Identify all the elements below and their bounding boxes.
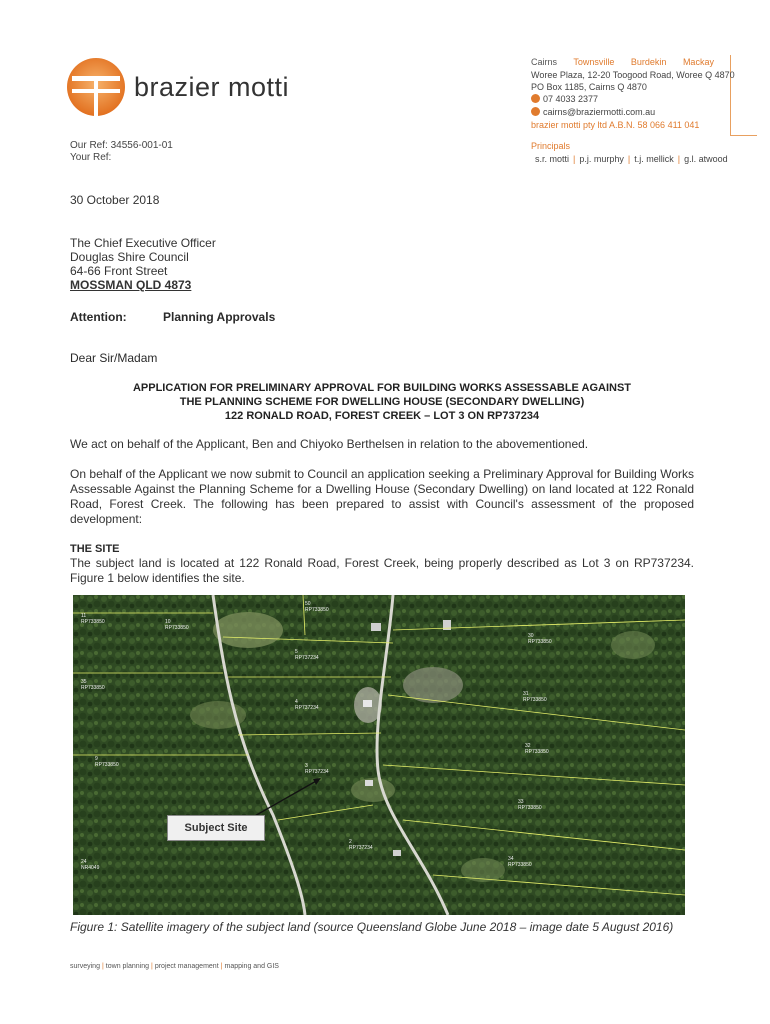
phone-number: 07 4033 2377 xyxy=(543,94,599,104)
email-icon xyxy=(531,107,540,116)
address-line-2: PO Box 1185, Cairns Q 4870 xyxy=(531,82,647,92)
lot-label: 9 xyxy=(95,756,98,762)
lot-plan: RP737234 xyxy=(295,705,319,711)
lot-label: 24 xyxy=(81,859,87,865)
company-name: brazier motti xyxy=(134,72,290,102)
footer-item: surveying xyxy=(70,963,100,970)
cleared-area xyxy=(213,612,283,648)
lot-label: 11 xyxy=(81,613,87,619)
email-address[interactable]: cairns@braziermotti.com.au xyxy=(543,107,656,117)
office-list xyxy=(531,57,714,67)
subject-line-2: THE PLANNING SCHEME FOR DWELLING HOUSE (SECONDARY DWELLING) xyxy=(179,396,585,408)
building xyxy=(393,850,401,856)
building xyxy=(365,780,373,786)
lot-label: 32 xyxy=(525,743,531,749)
principals-label: Principals xyxy=(531,141,571,151)
lot-label: 33 xyxy=(518,799,524,805)
separator: | xyxy=(101,963,104,970)
principal-name: g.l. atwood xyxy=(684,154,728,164)
lot-plan: RP733850 xyxy=(305,607,329,613)
phone-line xyxy=(531,94,598,104)
lot-label: 4 xyxy=(295,699,298,705)
site-heading: THE SITE xyxy=(70,543,120,555)
subject-line-3: 122 RONALD ROAD, FOREST CREEK – LOT 3 ON RP737234 xyxy=(224,410,540,422)
separator: | xyxy=(151,963,153,970)
lot-label: 5 xyxy=(295,649,298,655)
subject-line-1: APPLICATION FOR PRELIMINARY APPROVAL FOR BUILDING WORKS ASSESSABLE AGAINST xyxy=(132,382,632,394)
recipient-line-4: MOSSMAN QLD 4873 xyxy=(70,278,192,292)
site-text: The subject land is located at 122 Ronald Road, Forest Creek, being properly described as Lot 3 on RP737234. Figure 1 below identifies the site. xyxy=(70,556,694,585)
letter-date: 30 October 2018 xyxy=(70,193,160,207)
recipient-line-3: 64-66 Front Street xyxy=(70,264,168,278)
principal-name: s.r. motti xyxy=(535,154,570,164)
principal-name: t.j. mellick xyxy=(634,154,674,164)
office-burdekin: Burdekin xyxy=(630,57,667,67)
separator: | xyxy=(677,154,681,164)
subject-site-label: Subject Site xyxy=(167,815,265,841)
principals-list xyxy=(531,154,732,164)
lot-label: 34 xyxy=(508,856,514,862)
lot-plan: RP737234 xyxy=(295,655,319,661)
lot-plan: RP733850 xyxy=(528,639,552,645)
lot-plan: RP733850 xyxy=(525,749,549,755)
lot-label: 2 xyxy=(349,839,352,845)
lot-plan: RP733850 xyxy=(81,619,105,625)
office-townsville: Townsville xyxy=(573,57,615,67)
lot-plan: RP733850 xyxy=(523,697,547,703)
building xyxy=(363,700,372,707)
salutation: Dear Sir/Madam xyxy=(70,351,158,365)
footer-item: project management xyxy=(154,963,219,970)
lot-label: 3 xyxy=(305,763,308,769)
recipient-line-1: The Chief Executive Officer xyxy=(70,236,216,250)
lot-label: 35 xyxy=(81,679,87,685)
separator: | xyxy=(573,154,576,164)
paragraph-2: On behalf of the Applicant we now submit to Council an application seeking a Preliminary Approval for Building Works Assessable Against the Planning Scheme for a Dwelling House (Secondary Dwelling) on land located at 122 Ronald Road, Forest Creek. The following has been prepared to assist with Council's assessment of the proposed development: xyxy=(70,467,694,526)
phone-icon xyxy=(531,94,540,103)
separator: | xyxy=(627,154,631,164)
satellite-map xyxy=(73,595,685,915)
lot-plan: RP733850 xyxy=(95,762,119,768)
letterhead-corner-mark xyxy=(730,55,757,136)
office-mackay: Mackay xyxy=(682,57,714,67)
recipient-line-2: Douglas Shire Council xyxy=(70,250,189,264)
email-line xyxy=(531,107,655,117)
lot-plan: RP737234 xyxy=(349,845,373,851)
footer-item: mapping and GIS xyxy=(224,963,279,970)
footer-item: town planning xyxy=(105,963,149,970)
attention-label: Attention: xyxy=(70,310,127,324)
figure-caption: Figure 1: Satellite imagery of the subject land (source Queensland Globe June 2018 – image date 5 August 2016) xyxy=(70,920,674,934)
lot-label: 30 xyxy=(528,633,534,639)
attention-value: Planning Approvals xyxy=(163,310,276,324)
lot-plan: RP733850 xyxy=(81,685,105,691)
cleared-area xyxy=(611,631,655,659)
footer-services xyxy=(70,963,279,970)
lot-plan: RP733850 xyxy=(518,805,542,811)
lot-plan: RP733850 xyxy=(508,862,532,868)
our-ref: Our Ref: 34556-001-01 xyxy=(70,140,173,151)
paragraph-1: We act on behalf of the Applicant, Ben and Chiyoko Berthelsen in relation to the abovementioned. xyxy=(70,437,589,451)
your-ref: Your Ref: xyxy=(70,152,112,163)
lot-label: 31 xyxy=(523,691,529,697)
separator: | xyxy=(220,963,223,970)
lot-plan: RP733850 xyxy=(165,625,189,631)
lot-plan: RP737234 xyxy=(305,769,329,775)
building xyxy=(371,623,381,631)
principal-name: p.j. murphy xyxy=(579,154,624,164)
cleared-area xyxy=(461,858,505,882)
address-line-1: Woree Plaza, 12-20 Toogood Road, Woree Q 4870 xyxy=(531,70,735,80)
abn-line: brazier motti pty ltd A.B.N. 58 066 411 041 xyxy=(531,120,700,130)
lot-plan: NR4049 xyxy=(81,865,100,871)
lot-label: 50 xyxy=(305,601,311,607)
lot-label: 10 xyxy=(165,619,171,625)
office-cairns: Cairns xyxy=(531,57,558,67)
